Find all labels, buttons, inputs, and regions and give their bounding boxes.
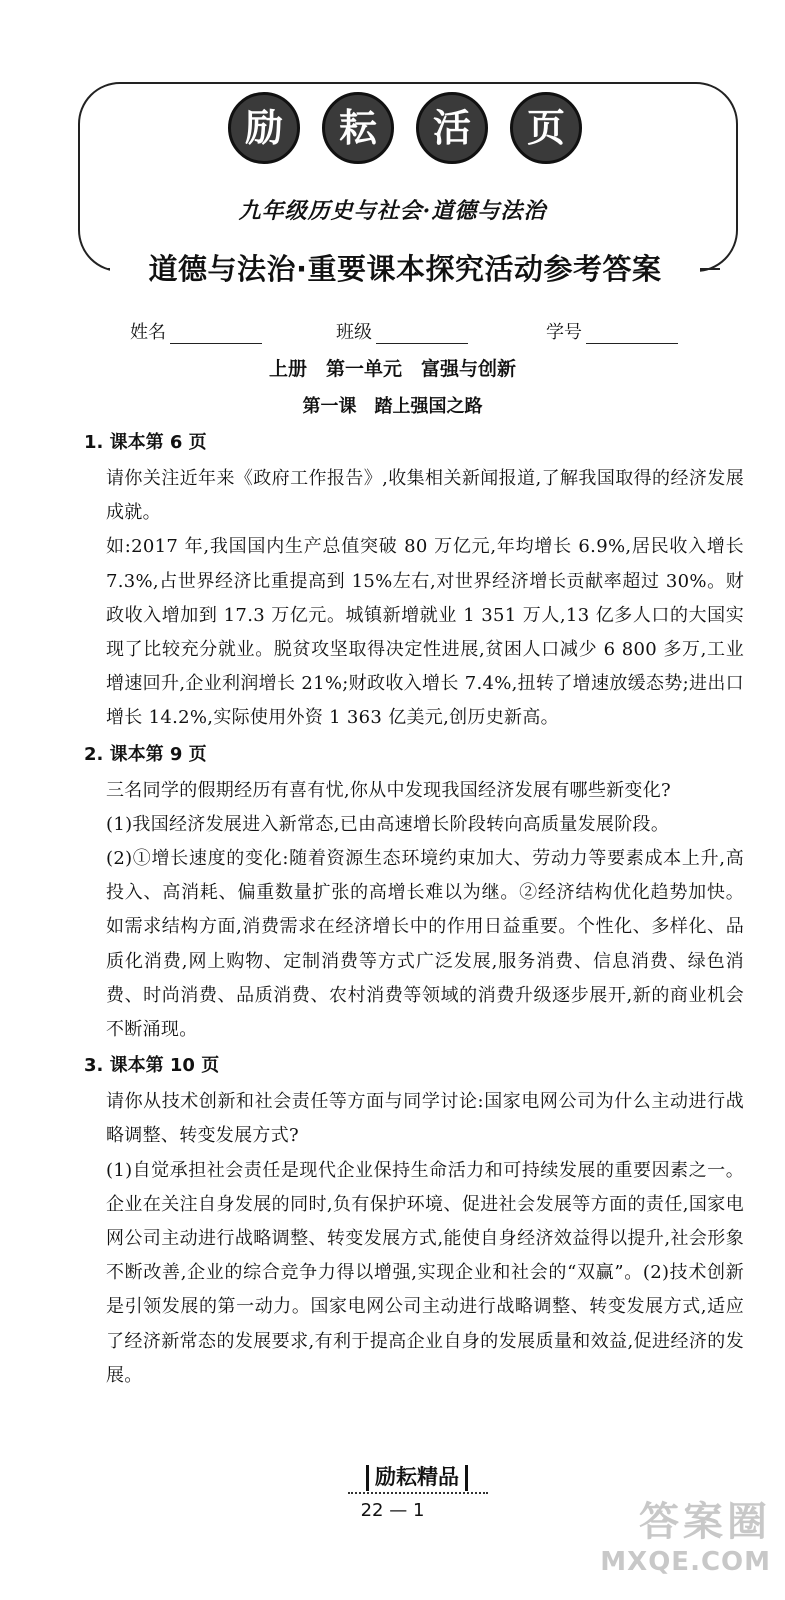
number-label: 学号 — [546, 322, 582, 343]
page-number: 22 — 1 — [360, 1500, 425, 1521]
brand-label: 励耘精品 — [375, 1465, 459, 1489]
question-block-3 — [84, 1047, 744, 1393]
student-info-row — [0, 318, 785, 346]
name-label: 姓名 — [130, 322, 166, 343]
question-prompt: 请你关注近年来《政府工作报告》,收集相关新闻报道,了解我国取得的经济发展成就。 — [106, 468, 744, 524]
class-blank[interactable] — [376, 325, 468, 344]
name-blank[interactable] — [170, 325, 262, 344]
subject-line: 九年级历史与社会·道德与法治 — [238, 198, 547, 224]
question-heading: 1. 课本第 6 页 — [84, 432, 207, 453]
question-block-2 — [84, 736, 744, 1048]
brand-bar-right — [465, 1465, 468, 1491]
class-field[interactable] — [336, 318, 468, 344]
question-block-1 — [84, 424, 744, 736]
title-badges — [228, 92, 618, 164]
number-blank[interactable] — [586, 325, 678, 344]
lesson-title: 第一课 踏上强国之路 — [302, 396, 483, 417]
title-badge-3: 活 — [416, 92, 488, 164]
title-badge-4: 页 — [510, 92, 582, 164]
footer-dotted-rule — [348, 1492, 488, 1494]
question-answer: (1)自觉承担社会责任是现代企业保持生命活力和可持续发展的重要因素之一。企业在关注自身发展的同时,负有保护环境、促进社会发展等方面的责任,国家电网公司主动进行战略调整、转变发展方式,能使自身经济效益得以提升,社会形象不断改善,企业的综合竞争力得以增强,实现企业和社会的“双赢”。(2)技术创新是引领发展的第一动力。国家电网公司主动进行战略调整、转变发展方式,适应了经济新常态的发展要求,有利于提高企业自身的发展质量和效益,促进经济的发展。 — [106, 1159, 744, 1386]
brand-bar-left — [366, 1465, 369, 1491]
question-answer-part-2: (2)①增长速度的变化:随着资源生态环境约束加大、劳动力等要素成本上升,高投入、高消耗、偏重数量扩张的高增长难以为继。②经济结构优化趋势加快。如需求结构方面,消费需求在经济增长中的作用日益重要。个性化、多样化、品质化消费,网上购物、定制消费等方式广泛发展,服务消费、信息消费、绿色消费、时尚消费、品质消费、农村消费等领域的消费升级逐步展开,新的商业机会不断涌现。 — [106, 848, 744, 1041]
question-heading: 2. 课本第 9 页 — [84, 743, 207, 765]
footer-brand — [342, 1462, 492, 1492]
question-heading: 3. 课本第 10 页 — [84, 1055, 220, 1077]
watermark-text-top: 答案圈 — [639, 1499, 771, 1545]
watermark-logo — [561, 1498, 771, 1588]
main-title: 道德与法治·重要课本探究活动参考答案 — [148, 252, 662, 286]
number-field[interactable] — [546, 318, 678, 344]
question-answer: (1)我国经济发展进入新常态,已由高速增长阶段转向高质量发展阶段。 — [106, 813, 670, 835]
title-badge-1: 励 — [228, 92, 300, 164]
question-prompt: 三名同学的假期经历有喜有忧,你从中发现我国经济发展有哪些新变化? — [106, 779, 671, 801]
class-label: 班级 — [336, 322, 372, 343]
main-title-wrap — [110, 244, 700, 294]
question-prompt: 请你从技术创新和社会责任等方面与同学讨论:国家电网公司为什么主动进行战略调整、转变发展方式? — [106, 1091, 744, 1147]
title-badge-2: 耘 — [322, 92, 394, 164]
unit-title: 上册 第一单元 富强与创新 — [268, 358, 516, 380]
answer-content — [84, 424, 744, 1393]
watermark-text-bottom: MXQE.COM — [600, 1547, 771, 1577]
name-field[interactable] — [130, 318, 262, 344]
question-answer: 如:2017 年,我国国内生产总值突破 80 万亿元,年均增长 6.9%,居民收入增长 7.3%,占世界经济比重提高到 15%左右,对世界经济增长贡献率超过 30%。财政收入增加到 17.3 万亿元。城镇新增就业 1 351 万人,13 亿多人口的大国实现了比较充分就业。脱贫攻坚取得决定性进展,贫困人口减少 6 800 多万,工业增速回升,企业利润增长 21%;财政收入增长 7.4%,扭转了增速放缓态势;进出口增长 14.2%,实际使用外资 1 363 亿美元,创历史新高。 — [106, 536, 744, 729]
